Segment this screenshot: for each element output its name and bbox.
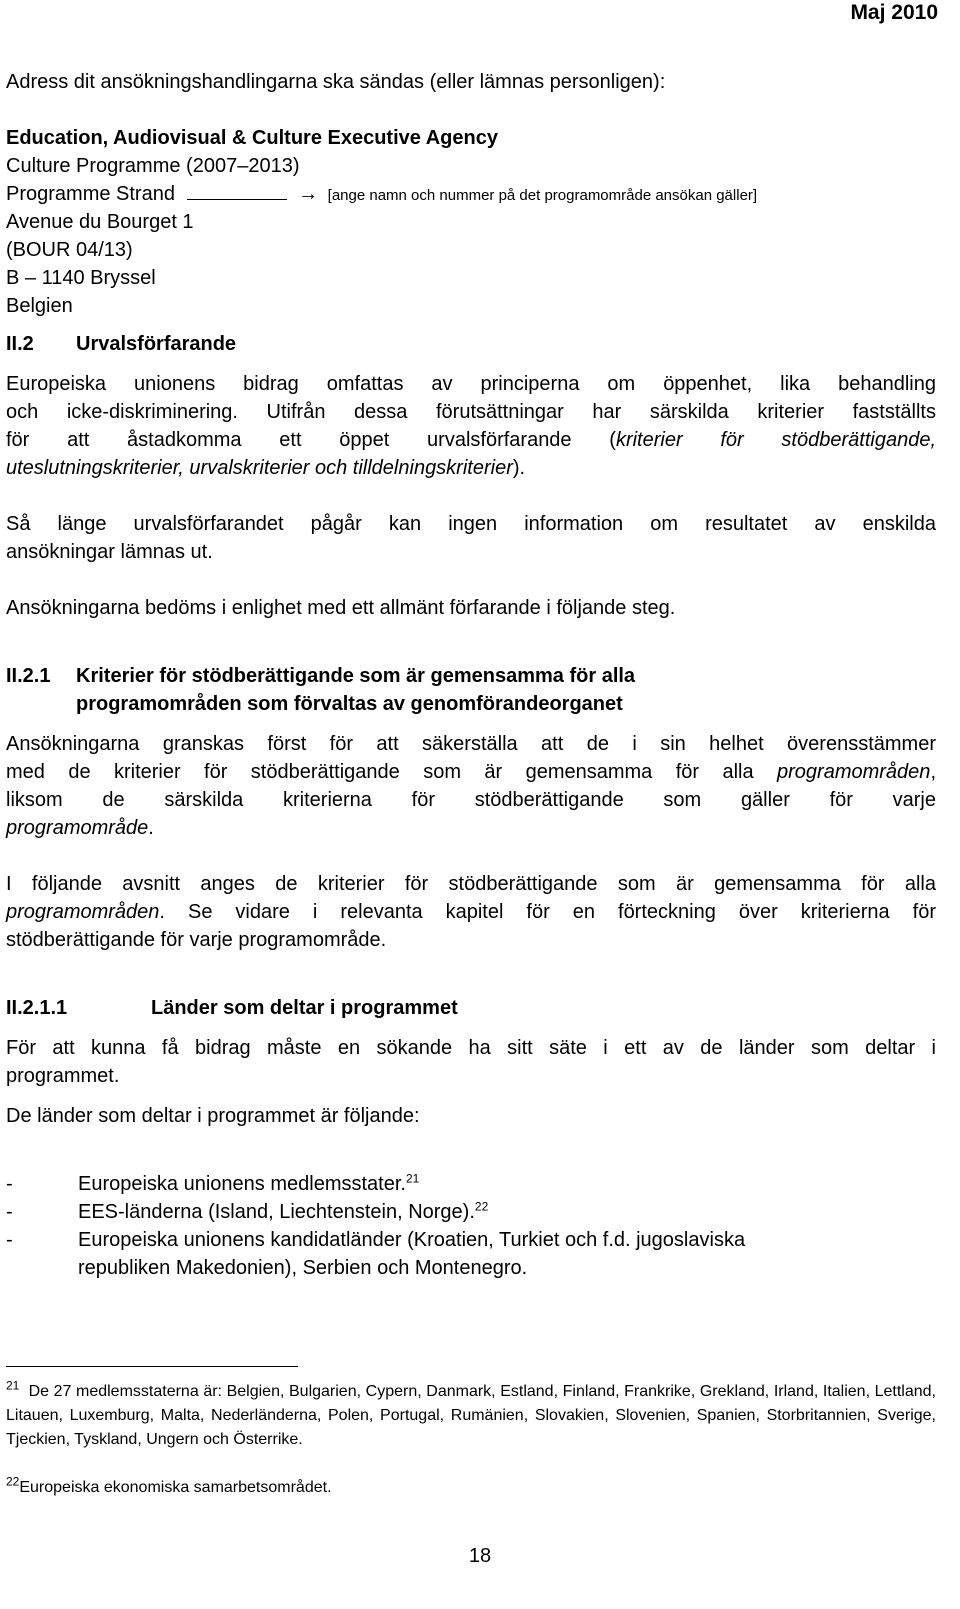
address-country: Belgien (6, 295, 73, 317)
section-number: II.2.1.1 (6, 997, 68, 1019)
paragraph-line: Europeiska unionens bidrag omfattas av principerna om öppenhet, lika behandling (6, 373, 936, 395)
list-item (6, 1170, 419, 1198)
arrow-right-icon: → (298, 183, 319, 205)
text-run: , (930, 761, 936, 783)
text-run-italic: programområden (6, 901, 160, 923)
footnote-number: 22 (6, 1474, 20, 1489)
list-text: Europeiska unionens medlemsstater. (78, 1173, 406, 1195)
section-heading-2-2-1 (6, 662, 635, 690)
section-title: Länder som deltar i programmet (151, 997, 458, 1019)
footnote-ref: 21 (405, 1171, 420, 1186)
text-run: . (148, 817, 154, 839)
paragraph-line: I följande avsnitt anges de kriterier för stödberättigande som är gemensamma för alla (6, 873, 936, 895)
paragraph-line: För att kunna få bidrag måste en sökande ha sitt säte i ett av de länder som deltar i (6, 1037, 936, 1059)
agency-name: Education, Audiovisual & Culture Executive Agency (6, 127, 498, 149)
section-number: II.2.1 (6, 665, 51, 687)
text-run-italic: uteslutningskriterier, urvalskriterier och tilldelningskriterier (6, 457, 513, 479)
paragraph-line: Ansökningarna granskas först för att säkerställa att de i sin helhet överensstämmer (6, 733, 936, 755)
text-run-italic: programområde (6, 817, 149, 839)
programme-strand (6, 180, 757, 210)
footnote (6, 1476, 936, 1500)
page-number: 18 (468, 1545, 492, 1567)
list-item (6, 1226, 745, 1254)
strand-note: [ange namn och nummer på det programområde ansökan gäller] (327, 187, 758, 204)
footnote-text: Europeiska ekonomiska samarbetsområdet. (19, 1479, 332, 1496)
list-text: Europeiska unionens kandidatländer (Kroatien, Turkiet och f.d. jugoslaviska (78, 1229, 746, 1251)
list-dash: - (6, 1173, 13, 1195)
header-date: Maj 2010 (850, 1, 938, 24)
list-item (6, 1198, 488, 1226)
address-intro: Adress dit ansökningshandlingarna ska sändas (eller lämnas personligen): (6, 71, 666, 93)
list-dash: - (6, 1229, 13, 1251)
section-heading-2-2-1-1 (6, 994, 458, 1022)
footnote-separator (6, 1366, 298, 1367)
paragraph-line: De länder som deltar i programmet är följande: (6, 1105, 420, 1127)
address-box: (BOUR 04/13) (6, 239, 133, 261)
paragraph-line (6, 454, 525, 482)
list-text: EES-länderna (Island, Liechtenstein, Norge). (78, 1201, 475, 1223)
text-run: . Se vidare i relevanta kapitel för en förteckning över kriterierna för (159, 901, 936, 923)
paragraph-line: Ansökningarna bedöms i enlighet med ett allmänt förfarande i följande steg. (6, 597, 676, 619)
section-title: Urvalsförfarande (76, 333, 237, 355)
footnote-text: De 27 medlemsstaterna är: Belgien, Bulgarien, Cypern, Danmark, Estland, Finland, Frankrike, Grekland, Irland, Italien, Lettland, Litauen, Luxemburg, Malta, Nederländerna, Polen, Portugal, Rumänien, Slovakien, Slovenien, Spanien, Storbritannien, Sverige, Tjeckien, Tyskland, Ungern och Österrike. (6, 1383, 937, 1448)
paragraph-line: Så länge urvalsförfarandet pågår kan ingen information om resultatet av enskilda (6, 513, 936, 535)
paragraph-line: ansökningar lämnas ut. (6, 541, 213, 563)
footnote-ref: 22 (474, 1199, 489, 1214)
section-title-continued: programområden som förvaltas av genomförandeorganet (76, 693, 623, 715)
section-heading-2-2 (6, 330, 236, 358)
paragraph-line (6, 898, 936, 926)
footnote (6, 1380, 936, 1452)
paragraph-line (6, 758, 936, 786)
strand-label: Programme Strand (6, 183, 175, 205)
paragraph-line (6, 814, 154, 842)
paragraph-line: liksom de särskilda kriterierna för stödberättigande som gäller för varje (6, 789, 936, 811)
text-run: för att åstadkomma ett öppet urvalsförfarande ( (6, 429, 616, 451)
text-run: med de kriterier för stödberättigande som är gemensamma för alla (6, 761, 778, 783)
section-number: II.2 (6, 333, 34, 355)
paragraph-line: programmet. (6, 1065, 120, 1087)
text-run-italic: kriterier för stödberättigande, (615, 429, 936, 451)
section-title: Kriterier för stödberättigande som är gemensamma för alla (76, 665, 636, 687)
address-street: Avenue du Bourget 1 (6, 211, 194, 233)
programme-name: Culture Programme (2007–2013) (6, 155, 300, 177)
footnote-number: 21 (6, 1378, 20, 1393)
list-item-continued: republiken Makedonien), Serbien och Montenegro. (78, 1257, 528, 1279)
paragraph-line: och icke-diskriminering. Utifrån dessa förutsättningar har särskilda kriterier fastställts (6, 401, 936, 423)
list-dash: - (6, 1201, 13, 1223)
strand-blank (187, 181, 287, 200)
paragraph-line: stödberättigande för varje programområde. (6, 929, 387, 951)
address-city: B – 1140 Bryssel (6, 267, 156, 289)
paragraph-line (6, 426, 936, 454)
text-run: ). (512, 457, 526, 479)
text-run-italic: programområden (777, 761, 931, 783)
